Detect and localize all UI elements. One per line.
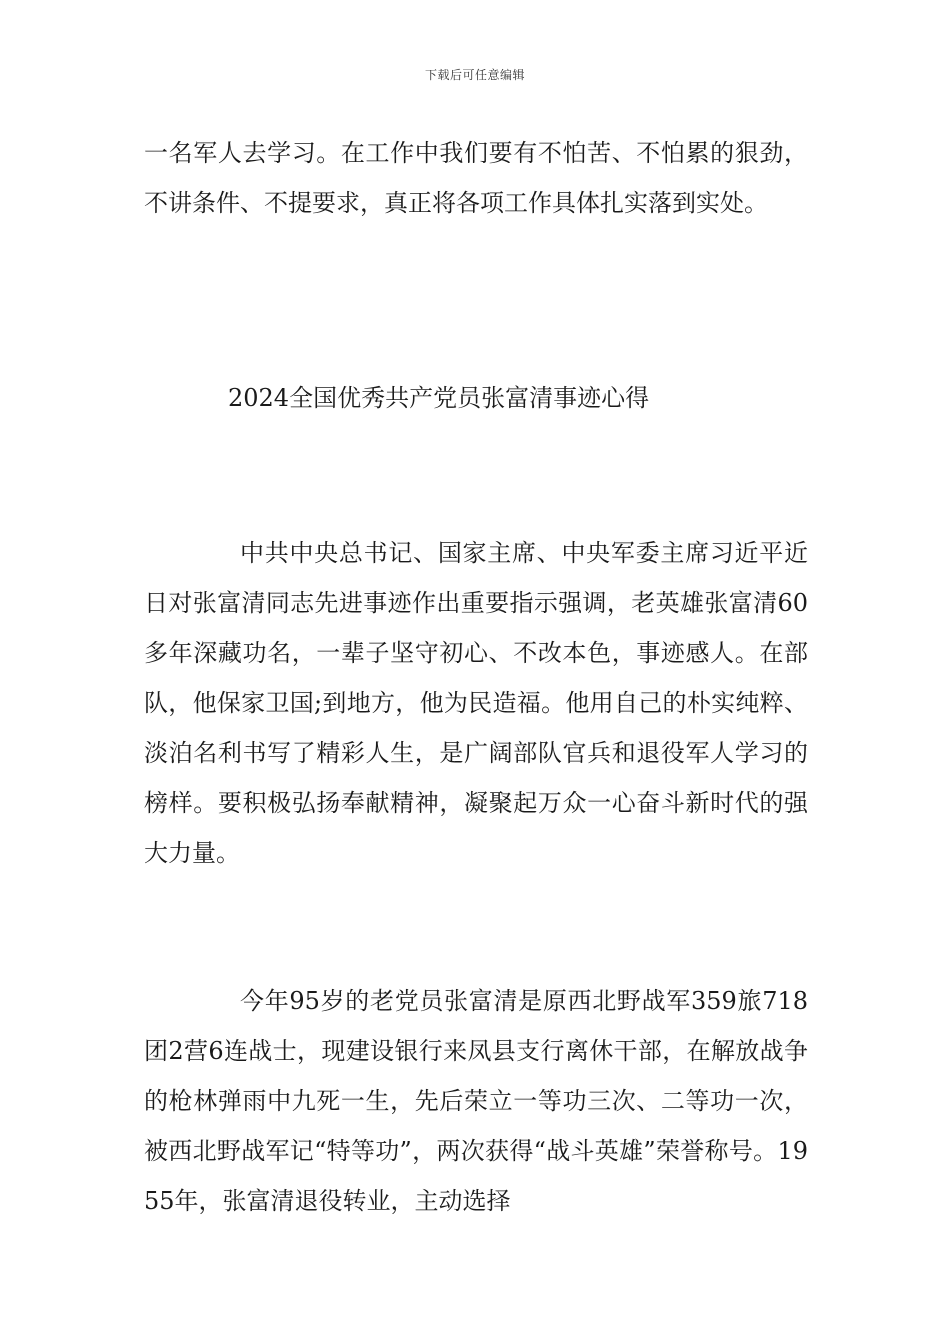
paragraph-continuation <box>144 128 808 228</box>
paragraph-text: 中共中央总书记、国家主席、中央军委主席习近平近日对张富清同志先进事迹作出重要指示强调，老英雄张富清60多年深藏功名，一辈子坚守初心、不改本色，事迹感人。在部队，他保家卫国;到地方，他为民造福。他用自己的朴实纯粹、淡泊名利书写了精彩人生，是广阔部队官兵和退役军人学习的榜样。要积极弘扬奉献精神，凝聚起万众一心奋斗新时代的强大力量。 <box>144 539 808 867</box>
paragraph-text: 一名军人去学习。在工作中我们要有不怕苦、不怕累的狠劲，不讲条件、不提要求，真正将各项工作具体扎实落到实处。 <box>144 139 808 217</box>
paragraph-instruction <box>144 528 808 878</box>
paragraph-text: 今年95岁的老党员张富清是原西北野战军359旅718团2营6连战士，现建设银行来凤县支行离休干部，在解放战争的枪林弹雨中九死一生，先后荣立一等功三次、二等功一次，被西北野战军记“特等功”，两次获得“战斗英雄”荣誉称号。1955年，张富清退役转业，主动选择 <box>144 987 808 1215</box>
document-title: 2024全国优秀共产党员张富清事迹心得 <box>228 384 650 412</box>
page-header: 下载后可任意编辑 <box>424 68 525 82</box>
paragraph-biography <box>144 976 808 1226</box>
